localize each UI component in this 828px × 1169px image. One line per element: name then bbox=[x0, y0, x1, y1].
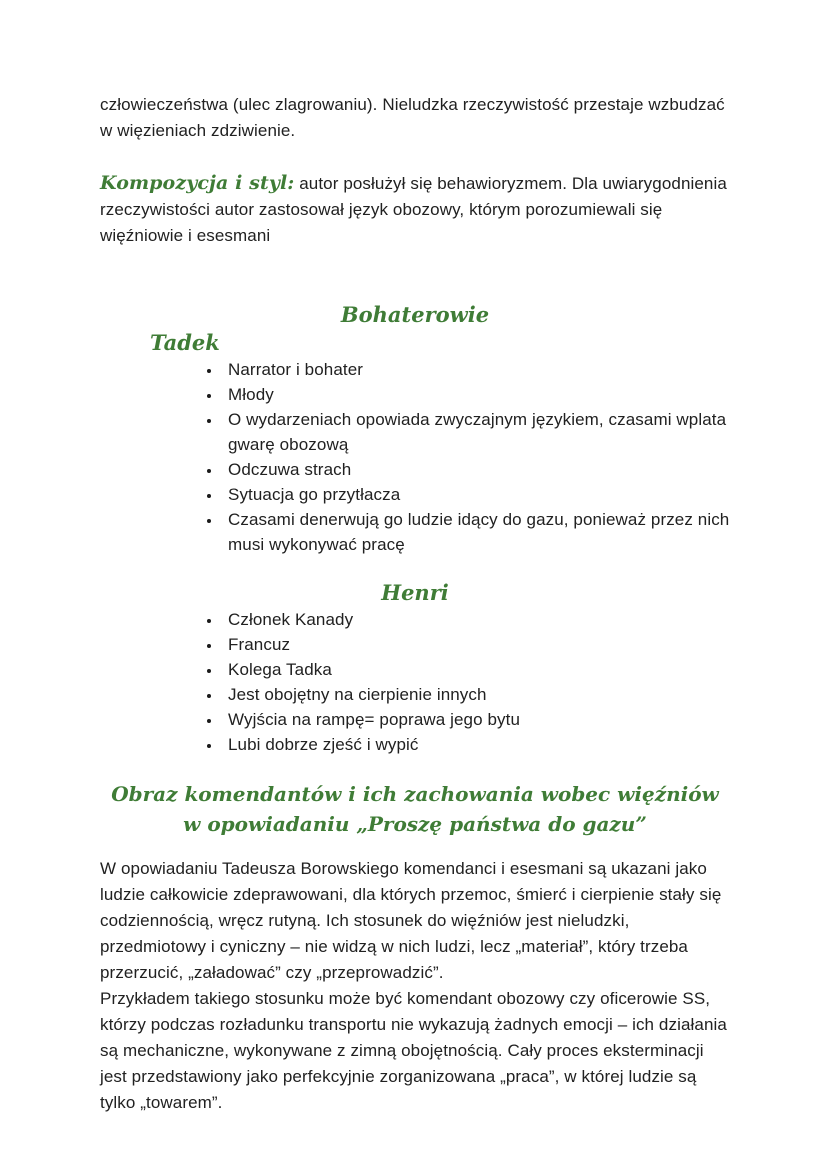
list-item: • Sytuacja go przytłacza bbox=[222, 482, 730, 507]
list-item: • Jest obojętny na cierpienie innych bbox=[222, 682, 730, 707]
composition-label: Kompozycja i styl: bbox=[100, 172, 295, 194]
list-item: • O wydarzeniach opowiada zwyczajnym językiem, czasami wplata gwarę obozową bbox=[222, 407, 730, 457]
subsection-title-henri: Henri bbox=[381, 580, 449, 605]
list-item: • Członek Kanady bbox=[222, 607, 730, 632]
list-item: • Młody bbox=[222, 382, 730, 407]
commanders-paragraph: W opowiadaniu Tadeusza Borowskiego komendanci i esesmani są ukazani jako ludzie całkowicie zdeprawowani, dla których przemoc, śmierć i cierpienie stały się codziennością, wręcz rutyną. Ich stosunek do więźniów jest nieludzki, przedmiotowy i cyniczny – nie widzą w nich ludzi, lecz „materiał”, który trzeba przerzucić, „załadować” czy „przeprowadzić”. bbox=[100, 858, 722, 982]
intro-paragraph: człowieczeństwa (ulec zlagrowaniu). Nieludzka rzeczywistość przestaje wzbudzać w więzieniach zdziwienie. bbox=[100, 95, 725, 140]
henri-bullet-list bbox=[100, 607, 730, 757]
tadek-bullet-list bbox=[100, 357, 730, 557]
commanders-paragraph: Przykładem takiego stosunku może być komendant obozowy czy oficerowie SS, którzy podczas rozładunku transportu nie wykazują żadnych emocji – ich działania są mechaniczne, wykonywane z zimną obojętnością. Cały proces eksterminacji jest przedstawiony jako perfekcyjnie zorganizowana „praca”, w której ludzie są tylko „towarem”. bbox=[100, 988, 727, 1112]
composition-paragraph bbox=[100, 170, 730, 249]
list-item: • Wyjścia na rampę= poprawa jego bytu bbox=[222, 707, 730, 732]
section-title-bohaterowie: Bohaterowie bbox=[340, 302, 490, 327]
list-item: • Francuz bbox=[222, 632, 730, 657]
list-item: • Narrator i bohater bbox=[222, 357, 730, 382]
list-item: • Czasami denerwują go ludzie idący do gazu, ponieważ przez nich musi wykonywać pracę bbox=[222, 507, 730, 557]
list-item: • Kolega Tadka bbox=[222, 657, 730, 682]
section-title-commanders: Obraz komendantów i ich zachowania wobec więźniów w opowiadaniu „Proszę państwa do gazu” bbox=[111, 782, 719, 836]
list-item: • Odczuwa strach bbox=[222, 457, 730, 482]
list-item: • Lubi dobrze zjeść i wypić bbox=[222, 732, 730, 757]
subsection-title-tadek: Tadek bbox=[150, 330, 220, 355]
commanders-section-body bbox=[100, 856, 730, 1116]
composition-text: autor posłużył się behawioryzmem. Dla uwiarygodnienia rzeczywistości autor zastosował język obozowy, którym porozumiewali się więźniowie i esesmani bbox=[100, 174, 727, 245]
